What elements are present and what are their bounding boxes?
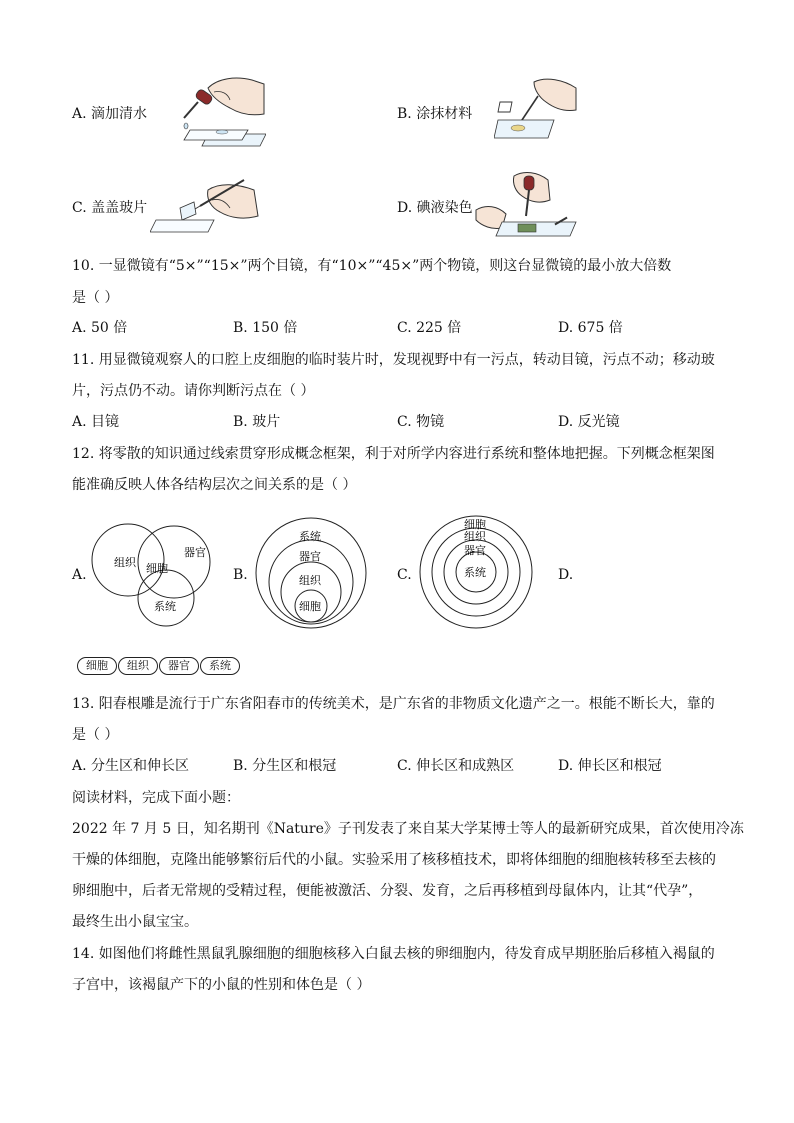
- q10-option-b[interactable]: B. 150 倍: [233, 320, 298, 336]
- q12-stem-line1: 12. 将零散的知识通过线索贯穿形成概念框架，利于对所学内容进行系统和整体地把握。下列概念框架图: [72, 446, 715, 462]
- nested-label-third: 组织: [299, 574, 321, 587]
- reading-intro: 阅读材料，完成下面小题：: [72, 790, 240, 806]
- venn-diagram: [90, 520, 222, 628]
- reading-line-4: 最终生出小鼠宝宝。: [72, 914, 198, 930]
- q9-option-b-label: B. 涂抹材料: [397, 106, 473, 122]
- nested-label-outer: 系统: [299, 530, 321, 543]
- q11-stem-line2: 片，污点仍不动。请你判断污点在（ ）: [72, 383, 315, 399]
- concentric-label-outer: 细胞: [464, 518, 486, 531]
- cover-slip-illustration: [150, 176, 260, 242]
- nested-label-second: 器官: [299, 550, 321, 563]
- q12-option-d-label[interactable]: D.: [558, 567, 574, 583]
- q9-option-d-label: D. 碘液染色: [397, 200, 473, 216]
- q13-stem-line1: 13. 阳春根雕是流行于广东省阳春市的传统美术，是广东省的非物质文化遗产之一。根能不断长大，靠的: [72, 696, 715, 712]
- q10-option-a[interactable]: A. 50 倍: [72, 320, 128, 336]
- chain-item-1: 细胞: [77, 657, 117, 675]
- concentric-circles-diagram: [418, 514, 534, 630]
- concentric-label-second: 组织: [464, 530, 486, 543]
- iodine-staining-illustration: [474, 170, 578, 244]
- q12-stem-line2: 能准确反映人体各结构层次之间关系的是（ ）: [72, 477, 357, 493]
- smear-material-illustration: [494, 78, 578, 146]
- venn-label-xibao: 细胞: [146, 562, 168, 575]
- q9-option-c-label: C. 盖盖玻片: [72, 200, 148, 216]
- q11-option-b[interactable]: B. 玻片: [233, 414, 281, 430]
- q10-option-d[interactable]: D. 675 倍: [558, 320, 623, 336]
- q12-option-c-label[interactable]: C.: [397, 567, 412, 583]
- q13-stem-line2: 是（ ）: [72, 727, 119, 743]
- chain-item-4: 系统: [200, 657, 240, 675]
- venn-label-xitong: 系统: [154, 600, 176, 613]
- concentric-label-third: 器官: [464, 544, 486, 557]
- reading-line-1: 2022 年 7 月 5 日，知名期刊《Nature》子刊发表了来自某大学某博士等人的最新研究成果，首次使用冷冻: [72, 821, 744, 837]
- q10-stem-line2: 是（ ）: [72, 290, 119, 306]
- q12-option-a-label[interactable]: A.: [72, 567, 87, 583]
- q10-stem-line1: 10. 一显微镜有“5×”“15×”两个目镜，有“10×”“45×”两个物镜，则这台显微镜的最小放大倍数: [72, 258, 672, 274]
- q13-option-c[interactable]: C. 伸长区和成熟区: [397, 758, 515, 774]
- q14-stem-line1: 14. 如图他们将雌性黑鼠乳腺细胞的细胞核移入白鼠去核的卵细胞内，待发育成早期胚胎后移植入褐鼠的: [72, 946, 715, 962]
- nested-label-inner: 细胞: [299, 600, 321, 613]
- q13-option-a[interactable]: A. 分生区和伸长区: [72, 758, 190, 774]
- q11-option-c[interactable]: C. 物镜: [397, 414, 445, 430]
- dropper-water-illustration: [148, 74, 266, 152]
- q11-option-a[interactable]: A. 目镜: [72, 414, 120, 430]
- chain-item-2: 组织: [118, 657, 158, 675]
- q12-option-b-label[interactable]: B.: [233, 567, 248, 583]
- reading-line-3: 卵细胞中，后者无常规的受精过程，便能被激活、分裂、发育，之后再移植到母鼠体内，让其“代孕”，: [72, 883, 703, 899]
- q10-option-c[interactable]: C. 225 倍: [397, 320, 462, 336]
- chain-item-3: 器官: [159, 657, 199, 675]
- q11-stem-line1: 11. 用显微镜观察人的口腔上皮细胞的临时装片时，发现视野中有一污点，转动目镜，污点不动；移动玻: [72, 352, 715, 368]
- nested-circles-diagram: [254, 516, 368, 630]
- q11-option-d[interactable]: D. 反光镜: [558, 414, 620, 430]
- venn-label-zuzhi: 组织: [114, 556, 136, 569]
- q9-option-a-label: A. 滴加清水: [72, 106, 148, 122]
- q14-stem-line2: 子宫中，该褐鼠产下的小鼠的性别和体色是（ ）: [72, 977, 371, 993]
- reading-line-2: 干燥的体细胞，克隆出能够繁衍后代的小鼠。实验采用了核移植技术，即将体细胞的细胞核转移至去核的: [72, 852, 716, 868]
- concentric-label-inner: 系统: [464, 566, 486, 579]
- venn-label-qiguan: 器官: [184, 546, 206, 559]
- q13-option-d[interactable]: D. 伸长区和根冠: [558, 758, 662, 774]
- q13-option-b[interactable]: B. 分生区和根冠: [233, 758, 337, 774]
